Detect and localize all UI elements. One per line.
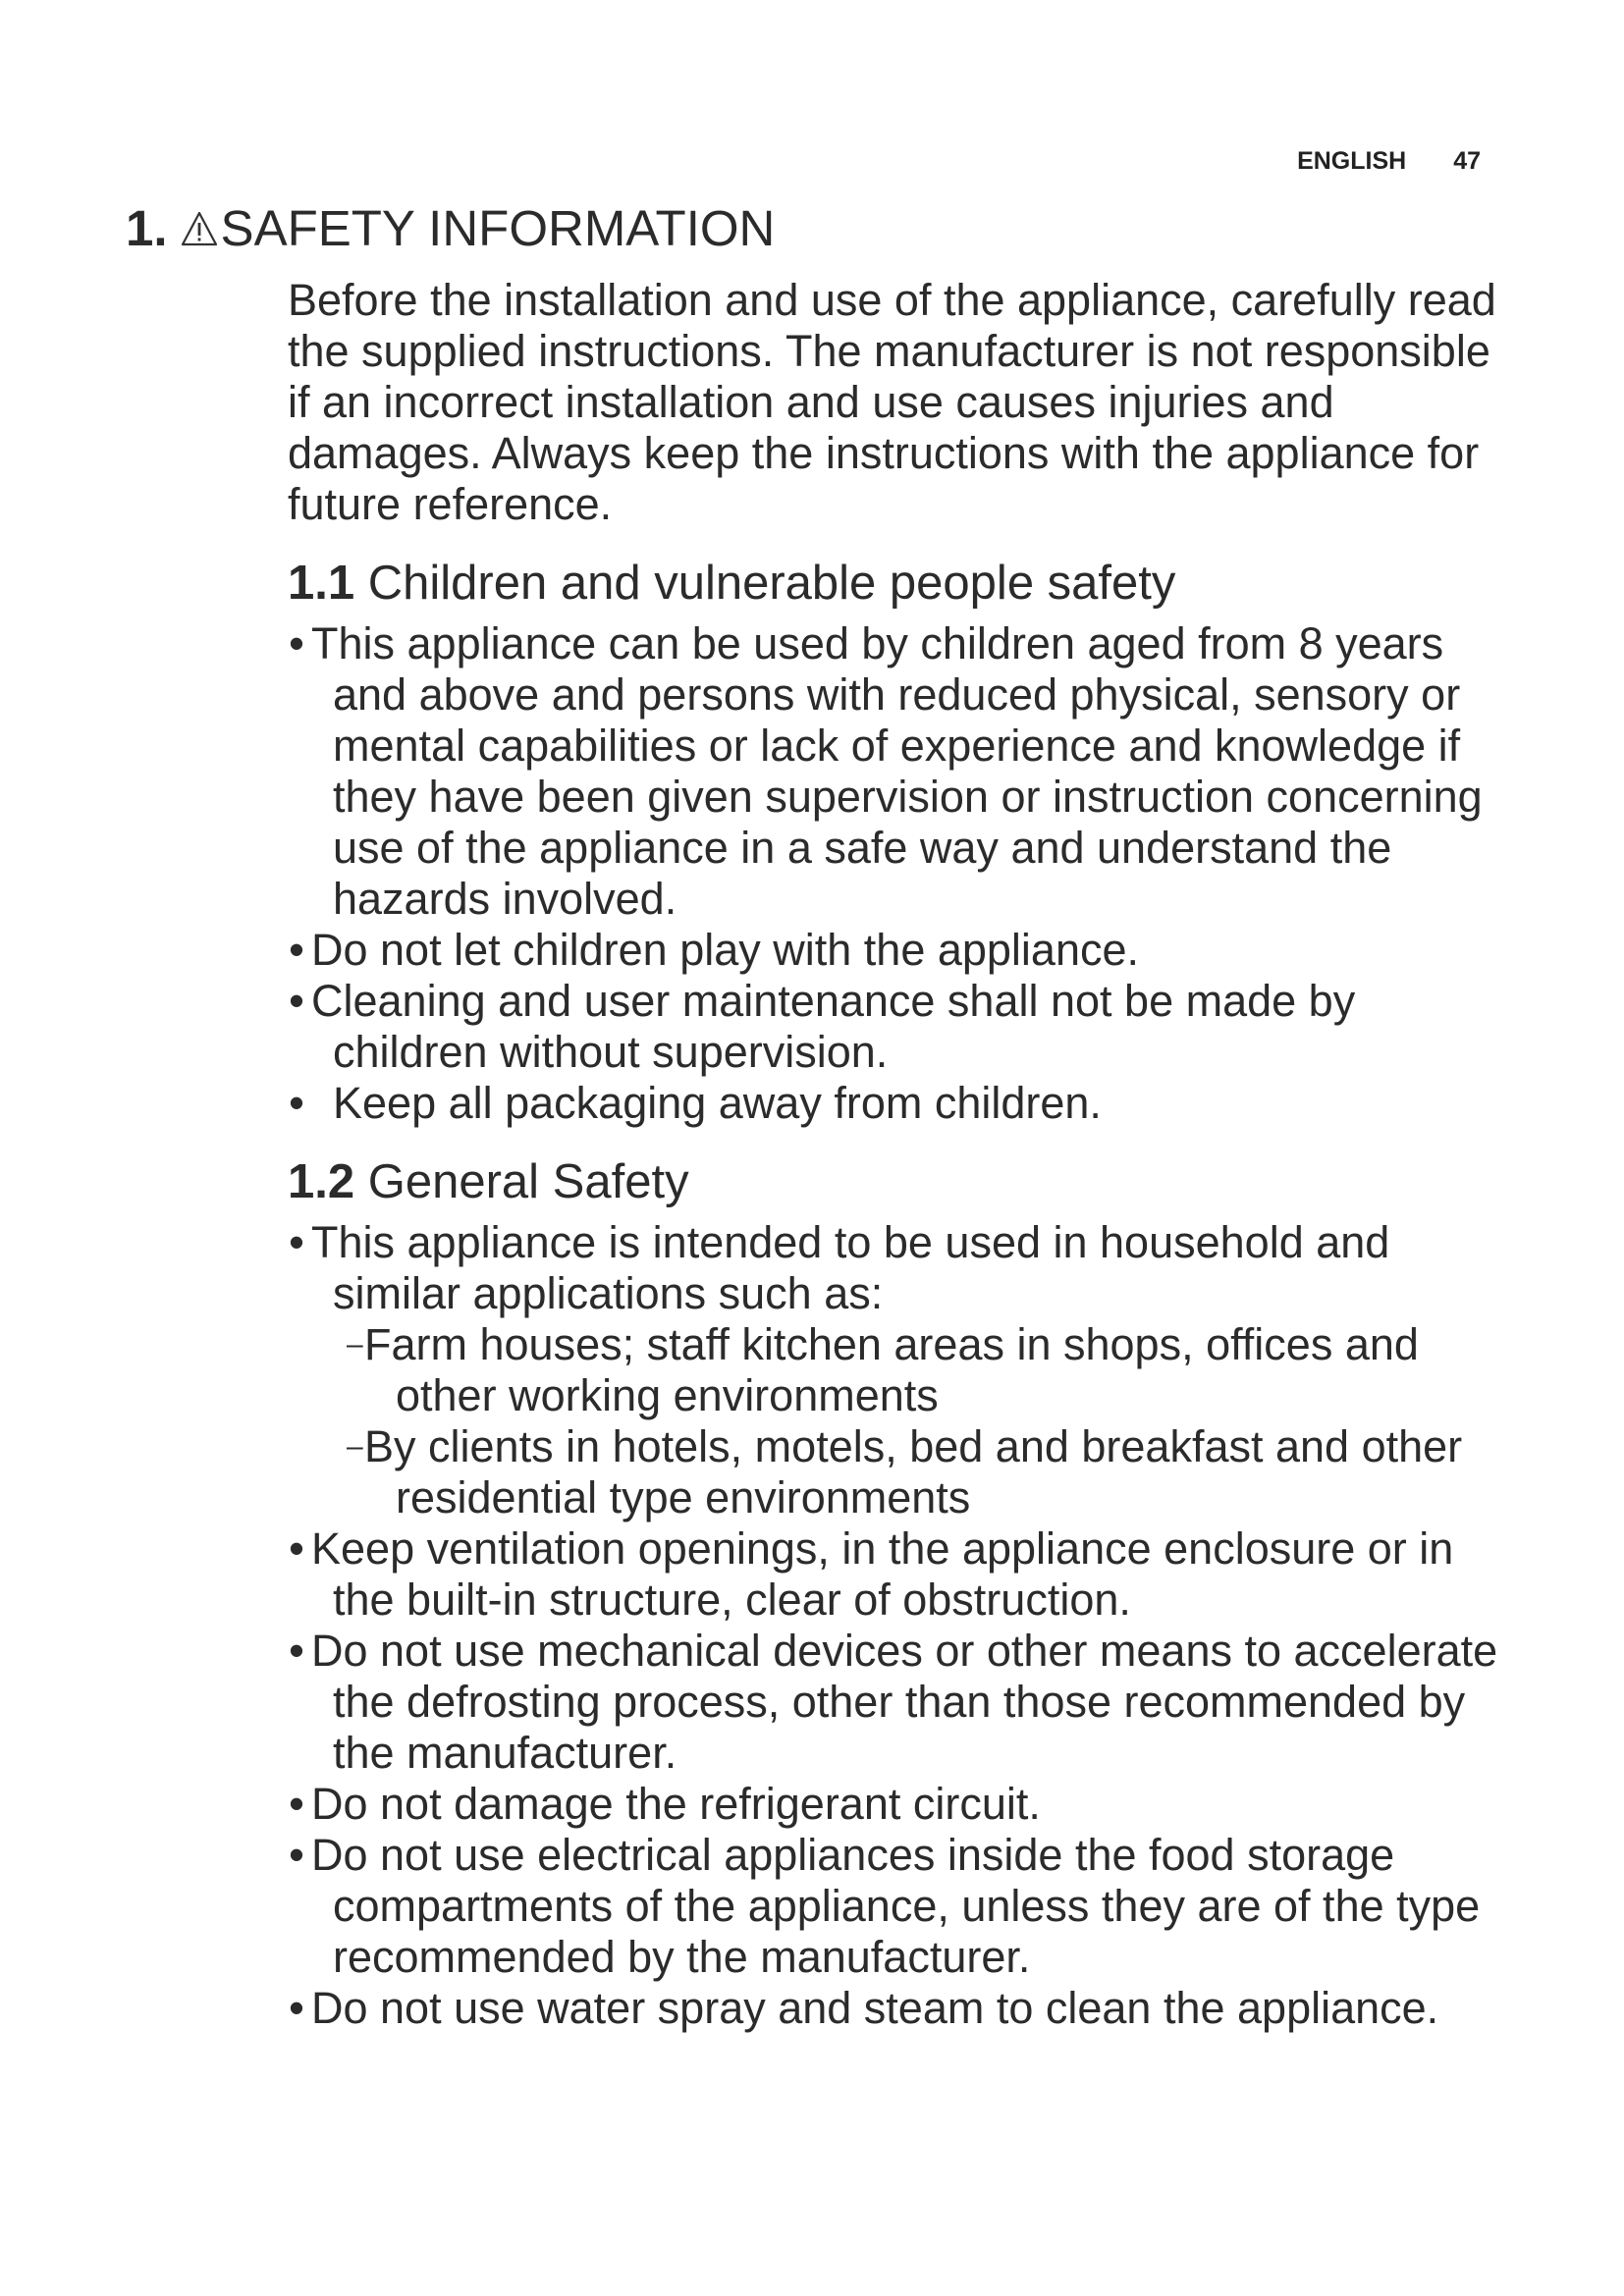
list-item: • This appliance is intended to be used in household and similar applications such as: – Farm houses; staff kitchen areas in shops, offices and other working environments – By clients in hotels, motels, bed and breakfast and other residential type environments — [288, 1217, 1505, 1523]
subsection-title: General Safety — [367, 1155, 689, 1208]
list-item: • Keep ventilation openings, in the appliance enclosure or in the built-in structure, clear of obstruction. — [289, 1523, 1454, 1625]
subsection-title: Children and vulnerable people safety — [367, 557, 1176, 610]
list-item: • Do not let children play with the appliance. — [289, 925, 1140, 975]
list-item: • Keep all packaging away from children. — [289, 1078, 1102, 1128]
sub-list — [343, 1319, 1505, 1523]
warning-triangle-icon — [180, 210, 219, 247]
section-title-text: SAFETY INFORMATION — [220, 200, 776, 256]
subsection-heading-1-2 — [288, 1152, 1505, 1211]
list-item: • Do not use water spray and steam to clean the appliance. — [289, 1983, 1439, 2033]
subsection-heading-1-1 — [288, 554, 1505, 613]
section-title — [126, 196, 775, 261]
list-item: • Do not use mechanical devices or other means to accelerate the defrosting process, other than those recommended by the manufacturer. — [289, 1626, 1498, 1778]
list-item: • Cleaning and user maintenance shall not be made by children without supervision. — [289, 976, 1356, 1077]
section-number: 1. — [126, 200, 168, 256]
list-item: • Do not damage the refrigerant circuit. — [289, 1779, 1041, 1829]
subsection-number: 1.2 — [288, 1155, 355, 1208]
sub-list-item: – Farm houses; staff kitchen areas in shops, offices and other working environments — [347, 1319, 1419, 1420]
list-item: • Do not use electrical appliances inside the food storage compartments of the appliance, unless they are of the type recommended by the manufacturer. — [289, 1830, 1481, 1982]
children-safety-list — [288, 618, 1505, 1129]
list-item: • This appliance can be used by children aged from 8 years and above and persons with reduced physical, sensory or mental capabilities or lack of experience and knowledge if they have been given supervision or instruction concerning use of the appliance in a safe way and understand the hazards involved. — [289, 618, 1483, 924]
subsection-number: 1.1 — [288, 557, 355, 610]
document-body — [288, 275, 1505, 2034]
page-number: 47 — [1453, 147, 1481, 175]
intro-paragraph: Before the installation and use of the appliance, carefully read the supplied instructions. The manufacturer is not responsible if an incorrect installation and use causes injuries and damages. Always keep the instructions with the appliance for future reference. — [288, 275, 1496, 529]
page-header — [1297, 147, 1481, 176]
sub-list-item: – By clients in hotels, motels, bed and breakfast and other residential type environments — [347, 1421, 1463, 1522]
general-safety-list — [288, 1217, 1505, 2034]
header-language: ENGLISH — [1297, 147, 1407, 175]
